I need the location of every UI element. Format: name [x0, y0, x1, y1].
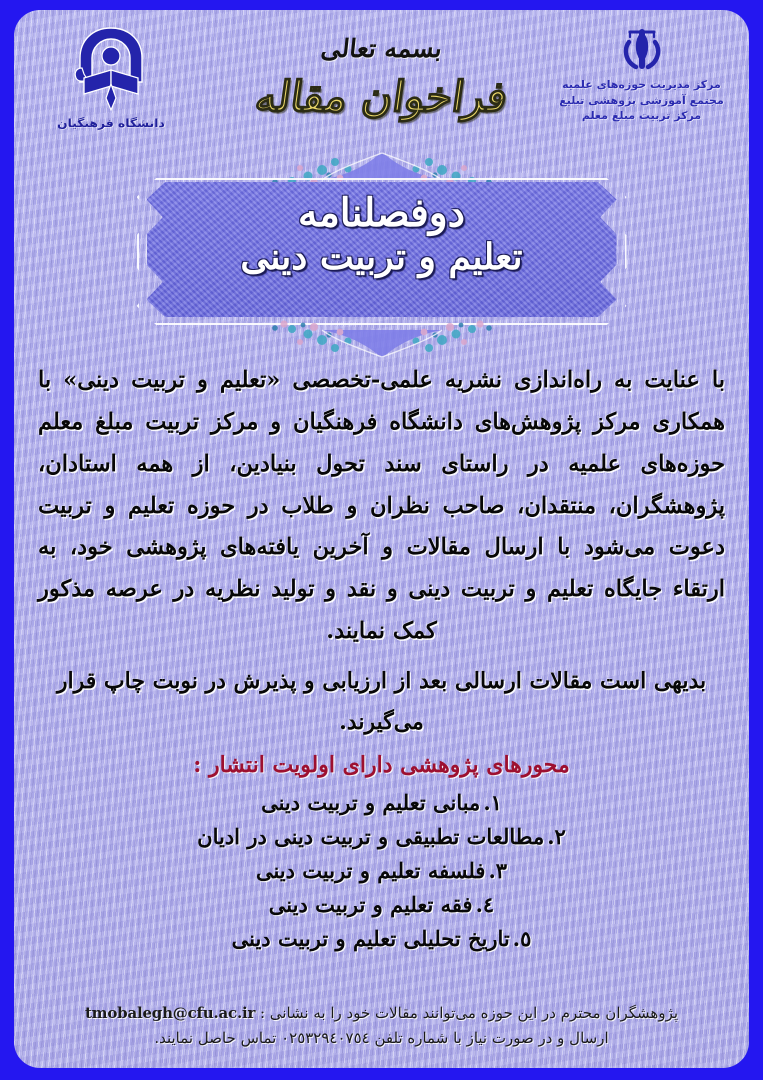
iran-emblem-line-1: مرکز مدیریت حوزه‌های علمیه: [562, 79, 721, 91]
topic-number: ۱.: [483, 789, 502, 815]
farhangian-university-caption: دانشگاه فرهنگیان: [57, 117, 165, 130]
poster-header: [14, 10, 749, 160]
topics-heading: محورهای پژوهشی دارای اولویت انتشار :: [193, 751, 570, 778]
invitation-paragraph: با عنایت به راه‌اندازی نشریه علمی-تخصصی «تعلیم و تربیت دینی» با همکاری مرکز پژوهش‌های دانشگاه فرهنگیان و مرکز تربیت مبلغ معلم حوزه‌های علمیه در راستای سند تحول بنیادین، از همه استادان، پژوهشگران، منتقدان، صاحب نظران و طلاب در حوزه تعلیم و تربیت دعوت می‌شود با ارسال مقالات و آخرین یافته‌های پژوهشی خود، به ارتقاء جایگاه تعلیم و تربیت دینی و نقد و تولید نظریه در عرصه مذکور کمک نمایند.: [38, 367, 725, 645]
review-note-paragraph: بدیهی است مقالات ارسالی بعد از ارزیابی و پذیرش در نوبت چاپ قرار می‌گیرند.: [56, 667, 707, 735]
topic-number: ۲.: [547, 823, 566, 849]
topic-text: فقه تعلیم و تربیت دینی: [268, 891, 473, 917]
iran-emblem-line-2: مجتمع آموزشی پژوهشی تبلیغ: [559, 94, 724, 107]
poster-sheet: [14, 10, 749, 1068]
topic-number: ٤.: [475, 891, 495, 917]
topic-text: فلسفه تعلیم و تربیت دینی: [255, 857, 486, 883]
topic-text: تاریخ تحلیلی تعلیم و تربیت دینی: [231, 925, 510, 951]
floral-arch-ornament-bottom-icon: [172, 314, 592, 360]
journal-kind-label: دوفصلنامه: [297, 190, 466, 236]
contact-intro-text: پژوهشگران محترم در این حوزه می‌توانند مقالات خود را به نشانی :: [259, 1004, 679, 1023]
poster-body: [14, 354, 749, 956]
topic-number: ۳.: [488, 857, 508, 883]
contact-line-1: [48, 1001, 715, 1025]
journal-title-panel: [14, 154, 749, 354]
iran-emblem-logo: [554, 26, 729, 125]
list-item: [38, 820, 725, 854]
list-item: [38, 854, 725, 888]
basmala-text: بسمه تعالی: [319, 34, 444, 63]
contact-line-2: ارسال و در صورت نیاز با شماره تلفن ٠٢٥٣٢٩٤٠٧٥٤ تماس حاصل نمایند.: [154, 1028, 609, 1047]
topic-text: مبانی تعلیم و تربیت دینی: [261, 789, 481, 815]
call-for-papers-title: فراخوان مقاله: [252, 72, 511, 121]
topics-list: [38, 786, 725, 956]
list-item: [38, 888, 725, 922]
topic-text: مطالعات تطبیقی و تربیت دینی در ادیان: [197, 823, 545, 849]
journal-title-text: [147, 190, 617, 278]
contact-email[interactable]: tmobalegh@cfu.ac.ir: [84, 1004, 256, 1023]
iran-emblem-line-3: مرکز تربیت مبلغ معلم: [581, 110, 702, 123]
iran-emblem-icon: [616, 26, 668, 76]
journal-name-label: تعلیم و تربیت دینی: [240, 236, 523, 278]
list-item: [38, 922, 725, 956]
topic-number: ٥.: [512, 925, 532, 951]
list-item: [38, 786, 725, 820]
contact-footer: [14, 1001, 749, 1050]
